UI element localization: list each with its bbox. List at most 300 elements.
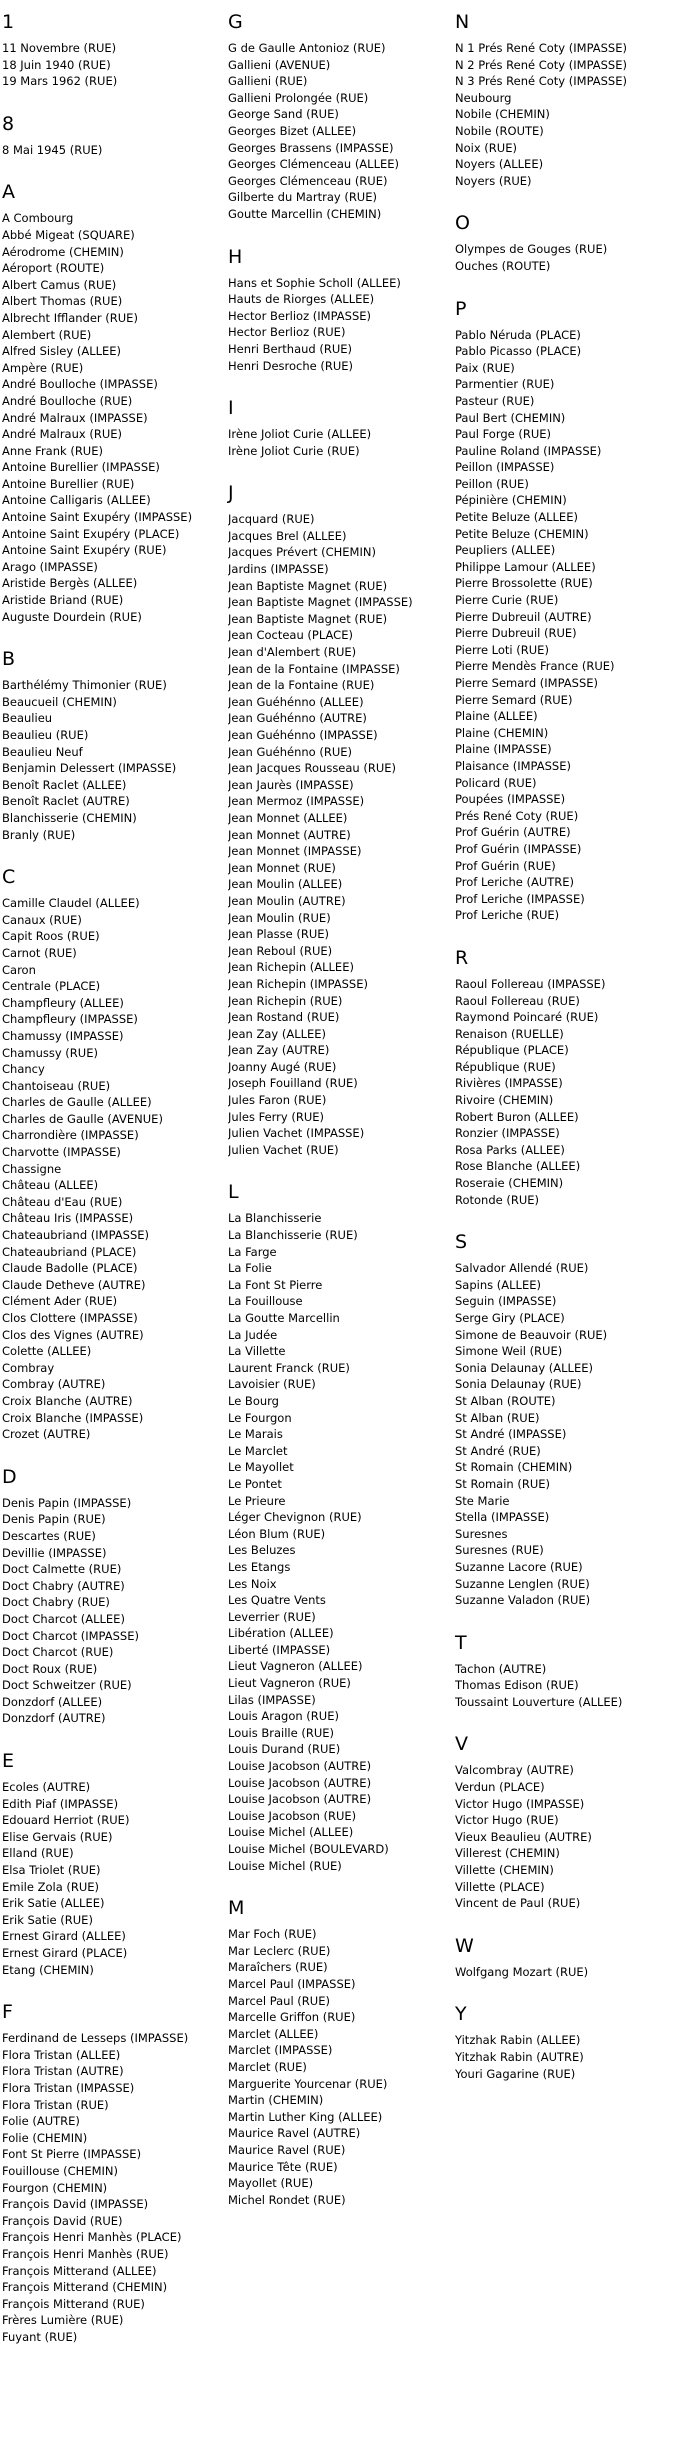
street-item: Victor Hugo (RUE) xyxy=(455,1813,559,1828)
street-item: Sonia Delaunay (ALLEE) xyxy=(455,1360,593,1375)
street-item: Martin Luther King (ALLEE) xyxy=(228,2109,383,2124)
street-item: Jean Plasse (RUE) xyxy=(228,927,329,942)
street-item: Louise Jacobson (AUTRE) xyxy=(228,1759,372,1774)
street-item: Jean Guéhénno (AUTRE) xyxy=(228,711,367,726)
street-item: Chateaubriand (IMPASSE) xyxy=(2,1228,150,1243)
street-item: Louise Michel (ALLEE) xyxy=(228,1825,354,1840)
street-list xyxy=(2,1495,222,1727)
street-item: Plaine (CHEMIN) xyxy=(455,725,549,740)
street-item: Clos des Vignes (AUTRE) xyxy=(2,1327,144,1342)
street-item: Jean Moulin (RUE) xyxy=(228,910,331,925)
street-item: Marcel Paul (IMPASSE) xyxy=(228,1976,356,1991)
street-item: Jean Moulin (AUTRE) xyxy=(228,893,346,908)
street-list xyxy=(455,1661,675,1711)
street-item: Hector Berlioz (RUE) xyxy=(228,325,346,340)
street-item: Stella (IMPASSE) xyxy=(455,1510,550,1525)
street-item: Suzanne Valadon (RUE) xyxy=(455,1593,591,1608)
street-item: François Henri Manhès (PLACE) xyxy=(2,2230,182,2245)
street-item: Goutte Marcellin (CHEMIN) xyxy=(228,206,382,221)
street-item: Jean de la Fontaine (IMPASSE) xyxy=(228,661,400,676)
street-item: La Folie xyxy=(228,1261,272,1276)
street-item: 19 Mars 1962 (RUE) xyxy=(2,74,118,89)
street-list xyxy=(228,426,453,459)
street-item: Combray xyxy=(2,1360,55,1375)
street-item: Beaucueil (CHEMIN) xyxy=(2,694,117,709)
street-item: Georges Clémenceau (ALLEE) xyxy=(228,157,400,172)
street-item: Louise Jacobson (RUE) xyxy=(228,1808,357,1823)
street-item: Alfred Sisley (ALLEE) xyxy=(2,344,122,359)
street-item: Pauline Roland (IMPASSE) xyxy=(455,443,602,458)
street-list xyxy=(455,241,675,274)
street-item: Elland (RUE) xyxy=(2,1846,74,1861)
street-item: Raoul Follereau (IMPASSE) xyxy=(455,976,606,991)
street-item: Julien Vachet (RUE) xyxy=(228,1142,339,1157)
street-item: Maraîchers (RUE) xyxy=(228,1960,328,1975)
street-item: Jean Guéhénno (IMPASSE) xyxy=(228,728,378,742)
street-item: Victor Hugo (IMPASSE) xyxy=(455,1796,585,1811)
section-letter-heading: A xyxy=(2,181,15,204)
street-item: Joanny Augé (RUE) xyxy=(228,1059,337,1074)
street-item: Arago (IMPASSE) xyxy=(2,559,98,574)
street-item: Elsa Triolet (RUE) xyxy=(2,1863,101,1878)
letter-section xyxy=(2,865,222,1443)
street-item: Doct Charcot (RUE) xyxy=(2,1645,114,1660)
street-item: Anne Frank (RUE) xyxy=(2,443,103,458)
street-item: Folie (CHEMIN) xyxy=(2,2130,88,2145)
street-list xyxy=(228,40,453,223)
street-item: Jacques Prévert (CHEMIN) xyxy=(228,545,376,560)
street-item: Antoine Burellier (RUE) xyxy=(2,476,135,491)
street-item: Pierre Semard (IMPASSE) xyxy=(455,676,599,690)
street-item: Albrecht Ifflander (RUE) xyxy=(2,310,138,325)
street-item: Prof Guérin (AUTRE) xyxy=(455,825,571,840)
section-letter-heading: T xyxy=(455,1631,467,1654)
section-letter-heading: M xyxy=(228,1897,245,1920)
street-item: Wolfgang Mozart (RUE) xyxy=(455,1964,589,1979)
section-letter-heading: D xyxy=(2,1465,17,1488)
street-item: Blanchisserie (CHEMIN) xyxy=(2,810,137,825)
street-item: Salvador Allendé (RUE) xyxy=(455,1261,589,1276)
street-item: Edith Piaf (IMPASSE) xyxy=(2,1796,119,1811)
street-item: Mar Leclerc (RUE) xyxy=(228,1943,331,1958)
street-item: Doct Roux (RUE) xyxy=(2,1661,98,1676)
street-item: La Blanchisserie (RUE) xyxy=(228,1228,358,1243)
section-letter-heading: E xyxy=(2,1750,15,1773)
street-item: La Blanchisserie xyxy=(228,1211,322,1226)
letter-section xyxy=(2,180,222,625)
street-item: Parmentier (RUE) xyxy=(455,377,555,392)
street-item: André Boulloche (RUE) xyxy=(2,393,133,408)
street-item: Beaulieu (RUE) xyxy=(2,728,89,742)
street-item: Jean Richepin (ALLEE) xyxy=(228,960,354,975)
street-item: Gallieni Prolongée (RUE) xyxy=(228,90,369,105)
street-item: Branly (RUE) xyxy=(2,827,76,842)
street-item: Noyers (RUE) xyxy=(455,173,532,188)
street-item: Jean Guéhénno (ALLEE) xyxy=(228,694,364,709)
street-item: Aéroport (ROUTE) xyxy=(2,261,105,276)
street-item: Chassigne xyxy=(2,1161,62,1176)
street-item: Thomas Edison (RUE) xyxy=(455,1678,579,1693)
street-item: Jules Ferry (RUE) xyxy=(228,1109,325,1124)
street-item: Noix (RUE) xyxy=(455,140,517,155)
street-item: Jean Monnet (IMPASSE) xyxy=(228,844,362,859)
street-item: Mar Foch (RUE) xyxy=(228,1927,317,1942)
street-item: Tachon (AUTRE) xyxy=(455,1661,547,1676)
street-item: Plaine (IMPASSE) xyxy=(455,742,552,757)
street-item: Raoul Follereau (RUE) xyxy=(455,993,580,1008)
street-item: Seguin (IMPASSE) xyxy=(455,1294,557,1309)
street-item: Policard (RUE) xyxy=(455,775,537,790)
street-item: Nobile (ROUTE) xyxy=(455,123,544,138)
street-item: Ronzier (IMPASSE) xyxy=(455,1126,560,1141)
street-item: Chamussy (IMPASSE) xyxy=(2,1028,124,1043)
street-item: Clément Ader (RUE) xyxy=(2,1294,118,1309)
street-item: Rotonde (RUE) xyxy=(455,1192,540,1207)
street-item: Claude Detheve (AUTRE) xyxy=(2,1277,146,1292)
street-list xyxy=(2,40,222,90)
street-item: Louise Michel (RUE) xyxy=(228,1858,342,1873)
street-item: Henri Desroche (RUE) xyxy=(228,358,354,373)
street-item: Jean Richepin (IMPASSE) xyxy=(228,976,368,991)
street-item: Charrondière (IMPASSE) xyxy=(2,1128,139,1143)
street-item: Vincent de Paul (RUE) xyxy=(455,1896,581,1911)
street-item: Camille Claudel (ALLEE) xyxy=(2,896,140,911)
street-item: Jean Monnet (RUE) xyxy=(228,860,336,875)
street-item: Albert Camus (RUE) xyxy=(2,277,117,292)
street-item: Jean Moulin (ALLEE) xyxy=(228,877,343,892)
street-item: Lilas (IMPASSE) xyxy=(228,1692,316,1707)
street-item: Jean Monnet (AUTRE) xyxy=(228,827,351,842)
street-item: Poupées (IMPASSE) xyxy=(455,792,566,807)
street-item: N 2 Prés René Coty (IMPASSE) xyxy=(455,57,627,72)
street-item: Chantoiseau (RUE) xyxy=(2,1078,111,1093)
letter-section xyxy=(455,1732,675,1911)
street-item: Youri Gagarine (RUE) xyxy=(455,2066,576,2081)
street-item: Marclet (RUE) xyxy=(228,2059,307,2074)
street-item: Donzdorf (AUTRE) xyxy=(2,1711,106,1726)
street-item: Yitzhak Rabin (ALLEE) xyxy=(455,2033,581,2048)
street-item: Hans et Sophie Scholl (ALLEE) xyxy=(228,275,401,290)
street-item: Capit Roos (RUE) xyxy=(2,929,100,944)
letter-section xyxy=(228,10,453,223)
street-item: François David (RUE) xyxy=(2,2213,123,2228)
street-item: Plaisance (IMPASSE) xyxy=(455,758,571,773)
street-item: Château (ALLEE) xyxy=(2,1178,99,1193)
column-1 xyxy=(2,10,222,2367)
street-item: Prés René Coty (RUE) xyxy=(455,808,579,823)
street-list xyxy=(2,2030,222,2345)
street-item: Crozet (AUTRE) xyxy=(2,1427,91,1442)
street-item: Doct Chabry (AUTRE) xyxy=(2,1578,125,1593)
street-list xyxy=(455,1762,675,1911)
section-letter-heading: B xyxy=(2,648,16,671)
street-item: Barthélémy Thimonier (RUE) xyxy=(2,678,167,693)
street-item: Edouard Herriot (RUE) xyxy=(2,1813,130,1828)
street-item: Sonia Delaunay (RUE) xyxy=(455,1377,582,1392)
street-item: Le Mayollet xyxy=(228,1460,294,1475)
street-item: Les Quatre Vents xyxy=(228,1593,326,1608)
street-item: Jean Reboul (RUE) xyxy=(228,943,333,958)
street-item: Aérodrome (CHEMIN) xyxy=(2,244,124,259)
street-item: Croix Blanche (AUTRE) xyxy=(2,1393,133,1408)
column-3 xyxy=(455,10,675,2104)
street-item: Alembert (RUE) xyxy=(2,327,92,342)
street-item: La Judée xyxy=(228,1327,278,1342)
street-item: Maurice Ravel (AUTRE) xyxy=(228,2126,361,2141)
street-item: Doct Chabry (RUE) xyxy=(2,1595,110,1610)
street-item: Chamussy (RUE) xyxy=(2,1045,98,1060)
street-item: Marcel Paul (RUE) xyxy=(228,1993,330,2008)
street-item: Benoît Raclet (ALLEE) xyxy=(2,777,127,792)
letter-section xyxy=(455,1230,675,1608)
street-item: Suzanne Lacore (RUE) xyxy=(455,1559,583,1574)
street-item: Simone de Beauvoir (RUE) xyxy=(455,1327,608,1342)
section-letter-heading: W xyxy=(455,1934,474,1957)
street-item: Pierre Mendès France (RUE) xyxy=(455,659,615,674)
street-item: Beaulieu Neuf xyxy=(2,744,83,759)
street-item: Yitzhak Rabin (AUTRE) xyxy=(455,2050,584,2064)
street-item: Laurent Franck (RUE) xyxy=(228,1360,350,1375)
street-item: Charvotte (IMPASSE) xyxy=(2,1145,121,1160)
street-item: Plaine (ALLEE) xyxy=(455,709,538,724)
street-item: Lavoisier (RUE) xyxy=(228,1377,316,1392)
column-2 xyxy=(228,10,453,2230)
street-item: Jules Faron (RUE) xyxy=(228,1093,327,1108)
section-letter-heading: N xyxy=(455,11,470,33)
street-item: Neubourg xyxy=(455,90,512,105)
street-item: Le Marclet xyxy=(228,1443,288,1458)
street-item: Suresnes (RUE) xyxy=(455,1543,544,1558)
street-item: Le Fourgon xyxy=(228,1410,292,1425)
street-list xyxy=(2,210,222,625)
street-item: Marclet (IMPASSE) xyxy=(228,2043,333,2058)
letter-section xyxy=(455,1934,675,1981)
street-item: Beaulieu xyxy=(2,711,53,726)
street-item: Hector Berlioz (IMPASSE) xyxy=(228,308,372,323)
street-item: Henri Berthaud (RUE) xyxy=(228,341,353,356)
street-item: Pablo Picasso (PLACE) xyxy=(455,344,582,359)
street-item: Caron xyxy=(2,962,36,977)
street-item: Croix Blanche (IMPASSE) xyxy=(2,1410,144,1425)
letter-section xyxy=(455,297,675,924)
street-item: André Malraux (RUE) xyxy=(2,427,122,442)
section-letter-heading: 8 xyxy=(2,112,15,135)
street-item: Louis Braille (RUE) xyxy=(228,1725,334,1740)
street-item: Erik Satie (ALLEE) xyxy=(2,1896,105,1911)
street-item: Jean Baptiste Magnet (RUE) xyxy=(228,578,388,593)
street-item: Louise Michel (BOULEVARD) xyxy=(228,1842,389,1856)
street-item: Louis Durand (RUE) xyxy=(228,1742,341,1757)
street-item: N 3 Prés René Coty (IMPASSE) xyxy=(455,74,627,89)
street-item: Centrale (PLACE) xyxy=(2,979,101,994)
street-item: A Combourg xyxy=(2,211,74,226)
street-list xyxy=(228,1210,453,1874)
street-item: Michel Rondet (RUE) xyxy=(228,2192,346,2207)
street-item: Maurice Tête (RUE) xyxy=(228,2159,338,2174)
street-item: Chateaubriand (PLACE) xyxy=(2,1244,137,1259)
street-item: Peillon (RUE) xyxy=(455,476,529,491)
street-item: Doct Charcot (IMPASSE) xyxy=(2,1628,139,1643)
street-item: Rosa Parks (ALLEE) xyxy=(455,1142,565,1157)
street-item: Martin (CHEMIN) xyxy=(228,2093,324,2108)
street-item: Petite Beluze (ALLEE) xyxy=(455,510,578,525)
street-item: André Malraux (IMPASSE) xyxy=(2,410,148,425)
street-list xyxy=(2,1779,222,1978)
letter-section xyxy=(228,245,453,375)
street-item: Petite Beluze (CHEMIN) xyxy=(455,526,589,541)
street-item: Jean Monnet (ALLEE) xyxy=(228,810,348,825)
street-item: 8 Mai 1945 (RUE) xyxy=(2,142,103,157)
street-item: Les Beluzes xyxy=(228,1543,296,1558)
street-item: Elise Gervais (RUE) xyxy=(2,1829,113,1844)
street-item: Devillie (IMPASSE) xyxy=(2,1545,107,1560)
street-item: Charles de Gaulle (ALLEE) xyxy=(2,1095,152,1110)
letter-section xyxy=(2,647,222,843)
street-item: Flora Tristan (ALLEE) xyxy=(2,2047,121,2062)
street-item: Ste Marie xyxy=(455,1493,510,1508)
street-item: Suzanne Lenglen (RUE) xyxy=(455,1576,590,1591)
street-item: Louise Jacobson (AUTRE) xyxy=(228,1775,372,1790)
street-list xyxy=(2,142,222,159)
letter-section xyxy=(228,1896,453,2208)
street-item: Charles de Gaulle (AVENUE) xyxy=(2,1111,163,1126)
section-letter-heading: F xyxy=(2,2001,13,2024)
street-item: Leverrier (RUE) xyxy=(228,1609,316,1624)
street-item: François Henri Manhès (RUE) xyxy=(2,2246,169,2261)
street-item: Folie (AUTRE) xyxy=(2,2114,80,2129)
street-item: Pierre Brossolette (RUE) xyxy=(455,576,593,591)
street-item: Louise Jacobson (AUTRE) xyxy=(228,1792,372,1807)
street-item: Auguste Dourdein (RUE) xyxy=(2,609,142,624)
street-item: Prof Leriche (RUE) xyxy=(455,908,560,923)
street-item: Ampère (RUE) xyxy=(2,360,84,375)
street-item: Prof Leriche (IMPASSE) xyxy=(455,891,585,906)
street-item: La Font St Pierre xyxy=(228,1277,323,1292)
street-item: Robert Buron (ALLEE) xyxy=(455,1109,579,1124)
street-item: Paix (RUE) xyxy=(455,360,515,375)
street-item: Rivières (IMPASSE) xyxy=(455,1076,563,1091)
letter-section xyxy=(455,946,675,1208)
street-item: Philippe Lamour (ALLEE) xyxy=(455,559,596,574)
letter-section xyxy=(228,396,453,459)
street-item: Jean Baptiste Magnet (RUE) xyxy=(228,611,388,626)
section-letter-heading: Y xyxy=(455,2003,467,2026)
street-item: Pierre Loti (RUE) xyxy=(455,642,549,657)
street-item: Jean d'Alembert (RUE) xyxy=(228,645,357,660)
letter-section xyxy=(2,1749,222,1978)
street-item: Antoine Burellier (IMPASSE) xyxy=(2,460,160,475)
street-item: Jean Jacques Rousseau (RUE) xyxy=(228,761,397,776)
street-item: Jean de la Fontaine (RUE) xyxy=(228,678,375,693)
street-item: Pierre Dubreuil (RUE) xyxy=(455,626,577,641)
street-item: Albert Thomas (RUE) xyxy=(2,294,123,309)
street-item: Le Bourg xyxy=(228,1393,279,1408)
street-item: St Romain (RUE) xyxy=(455,1476,551,1491)
street-item: François David (IMPASSE) xyxy=(2,2197,149,2212)
street-item: Roseraie (CHEMIN) xyxy=(455,1176,564,1191)
street-item: St Alban (ROUTE) xyxy=(455,1393,556,1408)
street-item: Antoine Saint Exupéry (PLACE) xyxy=(2,526,180,541)
street-item: François Mitterand (RUE) xyxy=(2,2296,145,2311)
street-item: Rose Blanche (ALLEE) xyxy=(455,1159,581,1174)
section-letter-heading: P xyxy=(455,297,467,320)
street-item: Jean Guéhénno (RUE) xyxy=(228,744,353,759)
street-item: Rivoire (CHEMIN) xyxy=(455,1093,554,1108)
street-item: Hauts de Riorges (ALLEE) xyxy=(228,292,375,307)
street-item: Peillon (IMPASSE) xyxy=(455,460,555,475)
street-item: Georges Bizet (ALLEE) xyxy=(228,123,357,138)
street-item: Toussaint Louverture (ALLEE) xyxy=(455,1694,623,1709)
street-item: Georges Brassens (IMPASSE) xyxy=(228,140,394,155)
street-item: Pépinière (CHEMIN) xyxy=(455,493,567,508)
street-item: Font St Pierre (IMPASSE) xyxy=(2,2147,142,2162)
street-item: André Boulloche (IMPASSE) xyxy=(2,377,158,392)
street-item: Frères Lumière (RUE) xyxy=(2,2313,124,2328)
street-item: La Villette xyxy=(228,1344,286,1359)
letter-section xyxy=(228,1180,453,1874)
street-item: Les Noix xyxy=(228,1576,277,1591)
street-item: Erik Satie (RUE) xyxy=(2,1912,93,1927)
street-item: Léger Chevignon (RUE) xyxy=(228,1510,362,1525)
street-item: Ernest Girard (PLACE) xyxy=(2,1946,128,1960)
street-item: Jacquard (RUE) xyxy=(228,512,315,527)
street-item: Prof Leriche (AUTRE) xyxy=(455,875,575,890)
street-list xyxy=(455,2032,675,2082)
street-item: Nobile (CHEMIN) xyxy=(455,107,550,122)
street-item: Villerest (CHEMIN) xyxy=(455,1846,560,1861)
street-item: Raymond Poincaré (RUE) xyxy=(455,1010,599,1025)
street-item: Jean Jaurès (IMPASSE) xyxy=(228,777,354,792)
street-item: Maurice Ravel (RUE) xyxy=(228,2142,346,2157)
street-item: Paul Bert (CHEMIN) xyxy=(455,410,566,425)
street-item: St Romain (CHEMIN) xyxy=(455,1460,573,1475)
section-letter-heading: J xyxy=(228,482,234,505)
street-item: Paul Forge (RUE) xyxy=(455,427,552,442)
street-item: Gallieni (RUE) xyxy=(228,74,308,89)
street-item: Serge Giry (PLACE) xyxy=(455,1311,565,1325)
letter-section xyxy=(455,2002,675,2082)
letter-section xyxy=(455,1631,675,1711)
section-letter-heading: O xyxy=(455,212,470,235)
street-item: Gilberte du Martray (RUE) xyxy=(228,190,377,205)
street-item: Combray (AUTRE) xyxy=(2,1377,106,1392)
street-item: Abbé Migeat (SQUARE) xyxy=(2,227,135,242)
street-item: Antoine Calligaris (ALLEE) xyxy=(2,493,151,508)
street-item: Fouillouse (CHEMIN) xyxy=(2,2163,118,2178)
street-item: Doct Charcot (ALLEE) xyxy=(2,1611,125,1626)
street-item: Antoine Saint Exupéry (IMPASSE) xyxy=(2,510,193,525)
street-item: Doct Calmette (RUE) xyxy=(2,1562,122,1577)
street-item: Marguerite Yourcenar (RUE) xyxy=(228,2076,388,2091)
street-item: Pierre Semard (RUE) xyxy=(455,692,573,707)
street-item: Villette (CHEMIN) xyxy=(455,1863,554,1878)
street-item: Renaison (RUELLE) xyxy=(455,1026,564,1041)
street-item: Lieut Vagneron (ALLEE) xyxy=(228,1659,363,1674)
section-letter-heading: L xyxy=(228,1181,239,1204)
street-item: Carnot (RUE) xyxy=(2,945,77,960)
street-item: Clos Clottere (IMPASSE) xyxy=(2,1311,138,1325)
section-letter-heading: C xyxy=(2,866,16,889)
street-list xyxy=(2,895,222,1443)
street-item: Ferdinand de Lesseps (IMPASSE) xyxy=(2,2031,189,2046)
street-item: Ouches (ROUTE) xyxy=(455,258,551,273)
street-item: Le Pontet xyxy=(228,1476,282,1491)
street-item: Jean Baptiste Magnet (IMPASSE) xyxy=(228,595,413,610)
section-letter-heading: V xyxy=(455,1733,468,1756)
street-item: Liberté (IMPASSE) xyxy=(228,1642,331,1657)
street-item: Jardins (IMPASSE) xyxy=(228,562,329,577)
street-item: Emile Zola (RUE) xyxy=(2,1879,100,1894)
